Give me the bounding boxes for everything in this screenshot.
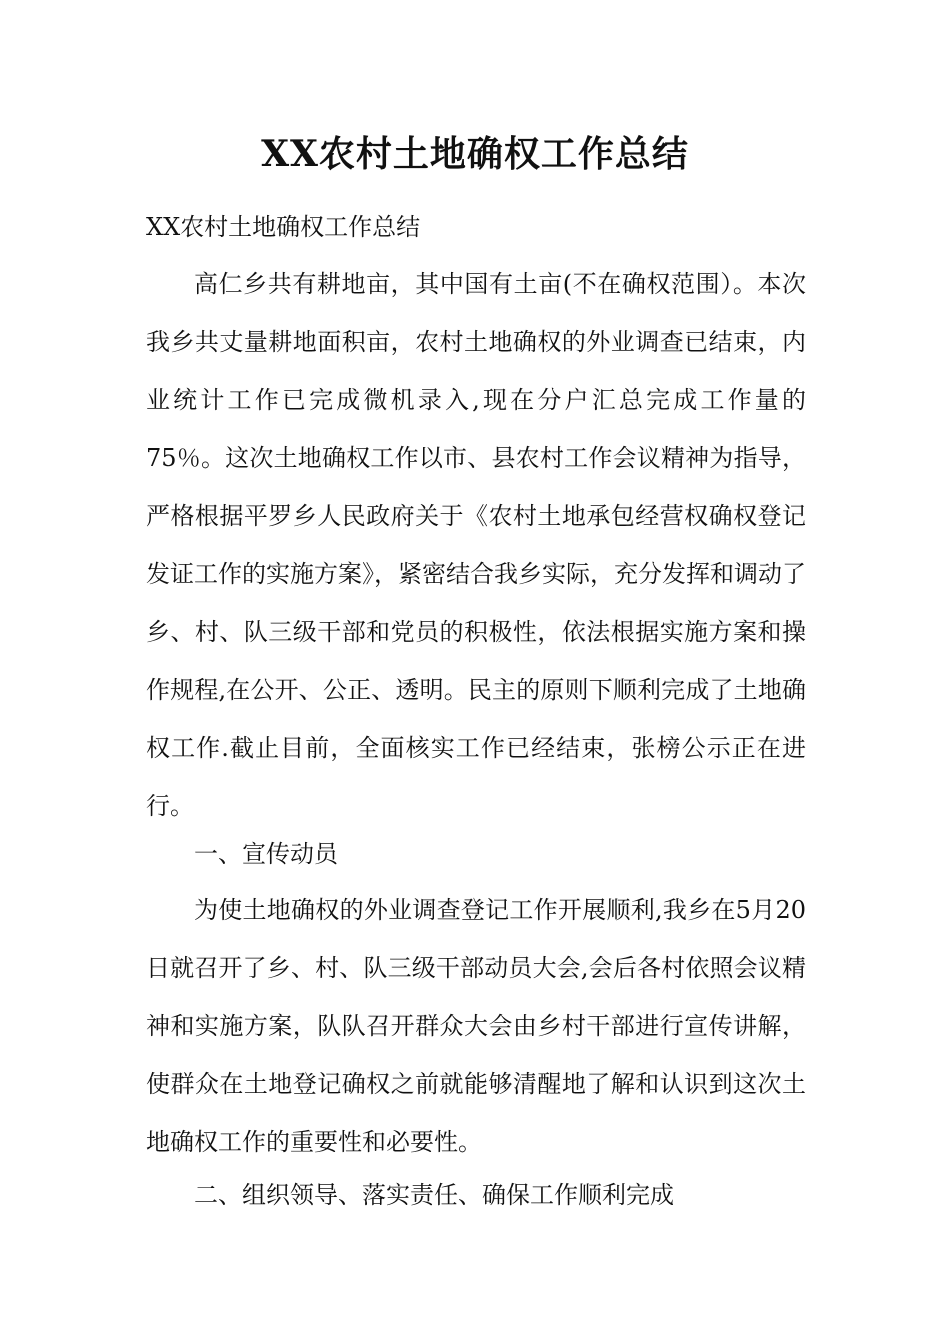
document-title: XX农村土地确权工作总结 [261,133,689,175]
paragraph-intro: 高仁乡共有耕地亩，其中国有土亩(不在确权范围）。本次我乡共丈量耕地面积亩，农村土地确权的外业调查已结束，内业统计工作已完成微机录入,现在分户汇总完成工作量的75％。这次土地确权工作以市、县农村工作会议精神为指导，严格根据平罗乡人民政府关于《农村土地承包经营权确权登记发证工作的实施方案》，紧密结合我乡实际，充分发挥和调动了乡、村、队三级干部和党员的积极性，依法根据实施方案和操作规程,在公开、公正、透明。民主的原则下顺利完成了土地确权工作.截止目前，全面核实工作已经结束，张榜公示正在进行。 [146,270,806,820]
section-heading-organization: 二、组织领导、落实责任、确保工作顺利完成 [194,1181,674,1209]
document-subtitle: XX农村土地确权工作总结 [146,213,421,241]
paragraph-publicity: 为使土地确权的外业调查登记工作开展顺利,我乡在5月20日就召开了乡、村、队三级干部动员大会,会后各村依照会议精神和实施方案，队队召开群众大会由乡村干部进行宣传讲解，使群众在土地登记确权之前就能够清醒地了解和认识到这次土地确权工作的重要性和必要性。 [146,896,806,1156]
section-heading-publicity: 一、宣传动员 [194,840,338,868]
